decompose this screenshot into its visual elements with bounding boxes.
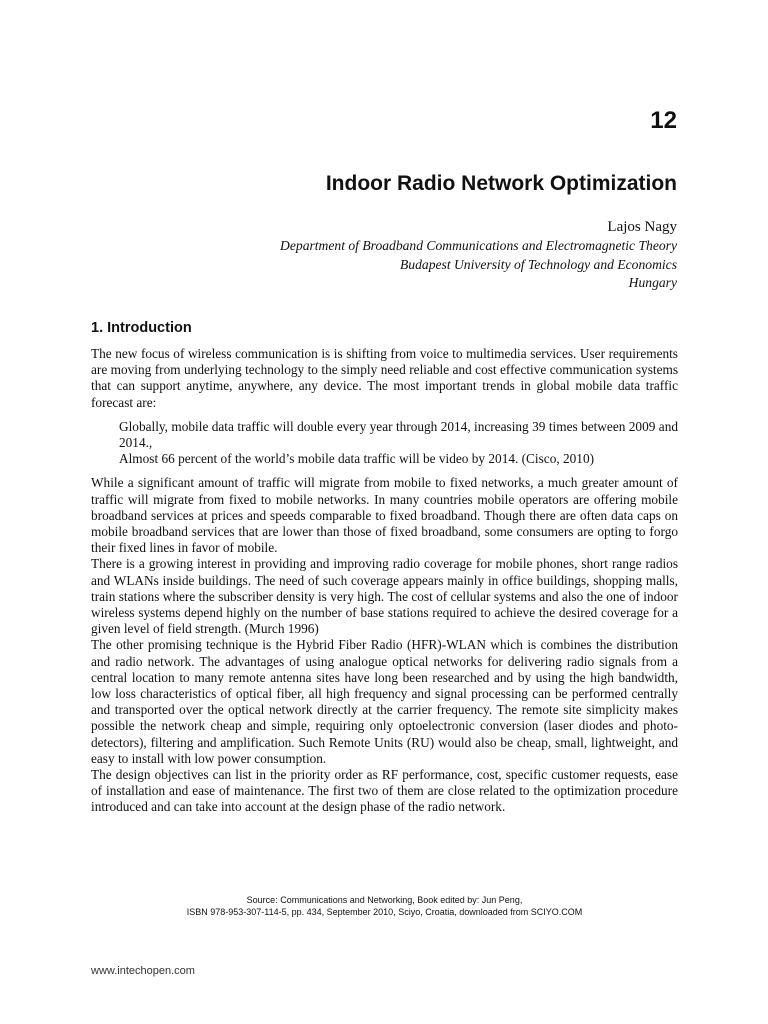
affiliation-department: Department of Broadband Communications and Electromagnetic Theory: [280, 238, 677, 253]
site-url[interactable]: www.intechopen.com: [91, 965, 195, 977]
author-block: [77, 218, 677, 293]
affiliation-university: Budapest University of Technology and Economics: [400, 256, 677, 272]
body-text: [91, 346, 678, 816]
paragraph: The design objectives can list in the priority order as RF performance, cost, specific customer requests, ease of installation and ease of maintenance. The first two of them are close related to the optimization procedure introduced and can take into account at the design phase of the radio network.: [91, 767, 678, 815]
paragraph: There is a growing interest in providing and improving radio coverage for mobile phones, short range radios and WLANs inside buildings. The need of such coverage appears mainly in office buildings, shopping malls, train stations where the subscriber density is very high. The cost of cellular systems and also the one of indoor wireless systems depend highly on the number of base stations required to achieve the desired coverage for a given level of field strength. (Murch 1996): [91, 556, 678, 637]
source-line: Source: Communications and Networking, Book edited by: Jun Peng,: [246, 895, 523, 905]
chapter-title: Indoor Radio Network Optimization: [325, 172, 677, 195]
section-heading: 1. Introduction: [91, 320, 192, 336]
paragraph: The other promising technique is the Hybrid Fiber Radio (HFR)-WLAN which is combines the distribution and radio network. The advantages of using analogue optical networks for delivering radio signals from a central location to many remote antenna sites have long been researched and by using the high bandwidth, low loss characteristics of optical fiber, all high frequency and signal processing can be performed centrally and transported over the optical network directly at the carrier frequency. The remote site simplicity makes possible the network cheap and simple, requiring only optoelectronic conversion (laser diodes and photo-detectors), filtering and amplification. Such Remote Units (RU) would also be cheap, small, lightweight, and easy to install with low power consumption.: [91, 637, 678, 766]
source-note: [91, 894, 678, 918]
author-name: Lajos Nagy: [607, 219, 677, 235]
list-item: Almost 66 percent of the world’s mobile data traffic will be video by 2014. (Cisco, 2010): [119, 451, 595, 467]
affiliation-country: Hungary: [628, 275, 677, 290]
source-line: ISBN 978-953-307-114-5, pp. 434, September 2010, Sciyo, Croatia, downloaded from SCIYO.COM: [186, 907, 583, 917]
list-item: Globally, mobile data traffic will double every year through 2014, increasing 39 times between 2009 and 2014.,: [119, 418, 678, 451]
paragraph: While a significant amount of traffic will migrate from mobile to fixed networks, a much greater amount of traffic will migrate from fixed to mobile networks. In many countries mobile operators are offering mobile broadband services at prices and speeds comparable to fixed broadband. Though there are often data caps on mobile broadband services that are lower than those of fixed broadband, some consumers are opting to forgo their fixed lines in favor of mobile.: [91, 475, 678, 556]
chapter-number: 12: [650, 107, 677, 134]
trend-list: [91, 419, 678, 468]
intro-paragraph: The new focus of wireless communication is is shifting from voice to multimedia services. User requirements are moving from underlying technology to the simply need reliable and cost effective communication systems that can support anytime, anywhere, any device. The most important trends in global mobile data traffic forecast are:: [91, 346, 678, 410]
